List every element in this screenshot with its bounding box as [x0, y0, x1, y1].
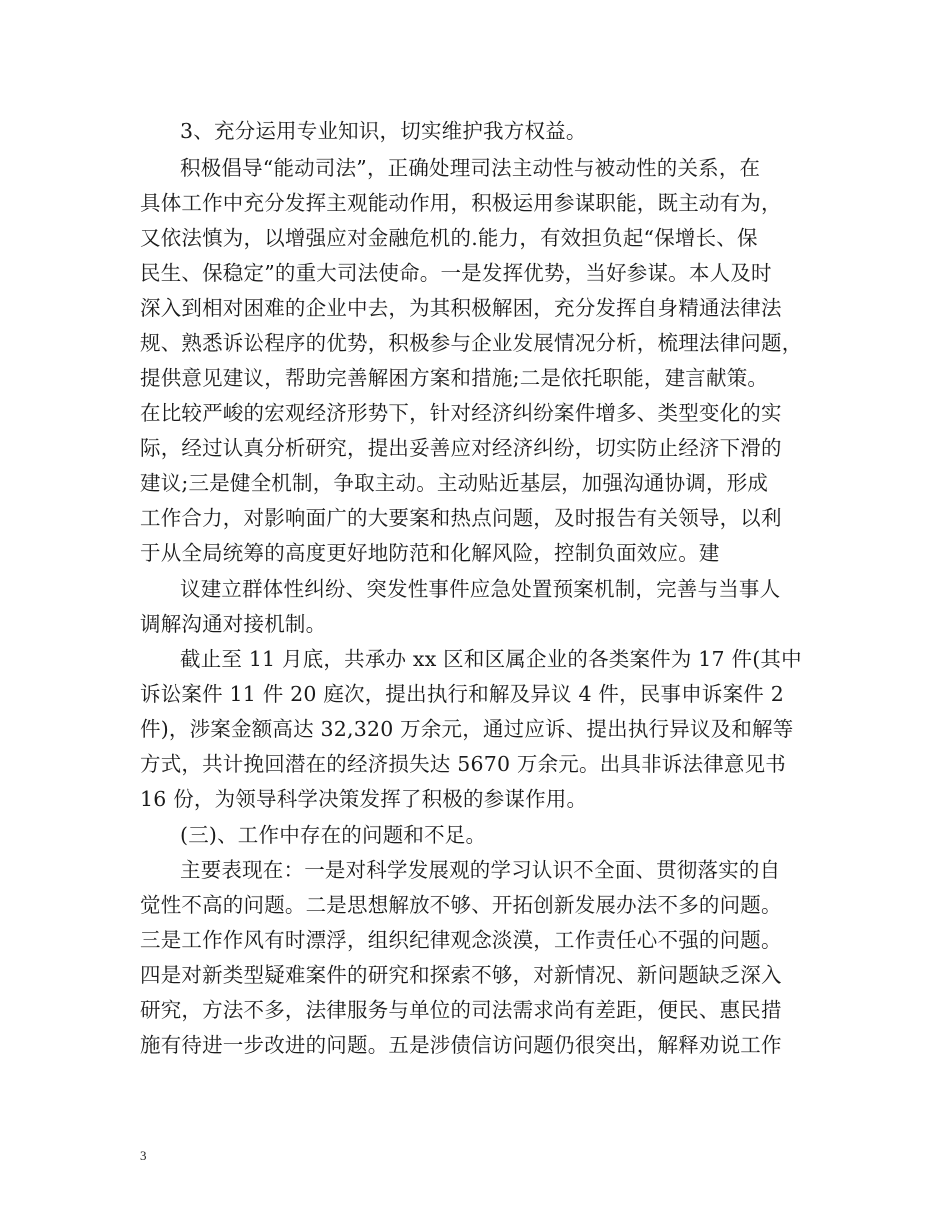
text-line: 16 份，为领导科学决策发挥了积极的参谋作用。: [140, 787, 588, 811]
text-line: 诉讼案件 11 件 20 庭次，提出执行和解及异议 4 件，民事申诉案件 2: [140, 682, 784, 706]
section-heading: (三)、工作中存在的问题和不足。: [180, 823, 487, 847]
text-line: 于从全局统筹的高度更好地防范和化解风险，控制负面效应。建: [140, 541, 720, 565]
paragraph-start-line: 议建立群体性纠纷、突发性事件应急处置预案机制，完善与当事人: [180, 577, 781, 601]
text-line: 规、熟悉诉讼程序的优势，积极参与企业发展情况分析，梳理法律问题，: [140, 331, 803, 355]
text-line: 民生、保稳定”的重大司法使命。一是发挥优势，当好参谋。本人及时: [140, 261, 772, 285]
text-line: 工作合力，对影响面广的大要案和热点问题，及时报告有关领导，以利: [140, 506, 782, 530]
text-line: 在比较严峻的宏观经济形势下，针对经济纠纷案件增多、类型变化的实: [140, 401, 782, 425]
text-line: 又依法慎为，以增强应对金融危机的.能力，有效担负起“保增长、保: [140, 226, 758, 250]
text-line: 三是工作作风有时漂浮，组织纪律观念淡漠，工作责任心不强的问题。: [140, 928, 782, 952]
paragraph-start-line: 截止至 11 月底，共承办 xx 区和区属企业的各类案件为 17 件(其中: [180, 647, 802, 671]
text-line: 际，经过认真分析研究，提出妥善应对经济纠纷，切实防止经济下滑的: [140, 436, 782, 460]
text-line: 方式，共计挽回潜在的经济损失达 5670 万余元。出具非诉法律意见书: [140, 752, 787, 776]
text-line: 觉性不高的问题。二是思想解放不够、开拓创新发展办法不多的问题。: [140, 893, 782, 917]
text-line: 施有待进一步改进的问题。五是涉债信访问题仍很突出，解释劝说工作: [140, 1033, 782, 1057]
page-number: 3: [140, 1148, 147, 1163]
text-line: 具体工作中充分发挥主观能动作用，积极运用参谋职能，既主动有为，: [140, 191, 782, 215]
text-line: 调解沟通对接机制。: [140, 612, 327, 636]
text-line: 3、充分运用专业知识，切实维护我方权益。: [180, 119, 587, 143]
text-line: 件)，涉案金额高达 32,320 万余元，通过应诉、提出执行异议及和解等: [140, 717, 794, 741]
paragraph-start-line: 主要表现在：一是对科学发展观的学习认识不全面、贯彻落实的自: [180, 858, 781, 882]
text-line: 研究，方法不多，法律服务与单位的司法需求尚有差距，便民、惠民措: [140, 998, 782, 1022]
text-line: 建议;三是健全机制，争取主动。主动贴近基层，加强沟通协调，形成: [140, 471, 769, 495]
paragraph-start-line: 积极倡导“能动司法”，正确处理司法主动性与被动性的关系，在: [180, 156, 761, 180]
text-line: 提供意见建议，帮助完善解困方案和措施;二是依托职能，建言献策。: [140, 366, 769, 390]
text-line: 四是对新类型疑难案件的研究和探索不够，对新情况、新问题缺乏深入: [140, 963, 782, 987]
text-line: 深入到相对困难的企业中去，为其积极解困，充分发挥自身精通法律法: [140, 296, 782, 320]
